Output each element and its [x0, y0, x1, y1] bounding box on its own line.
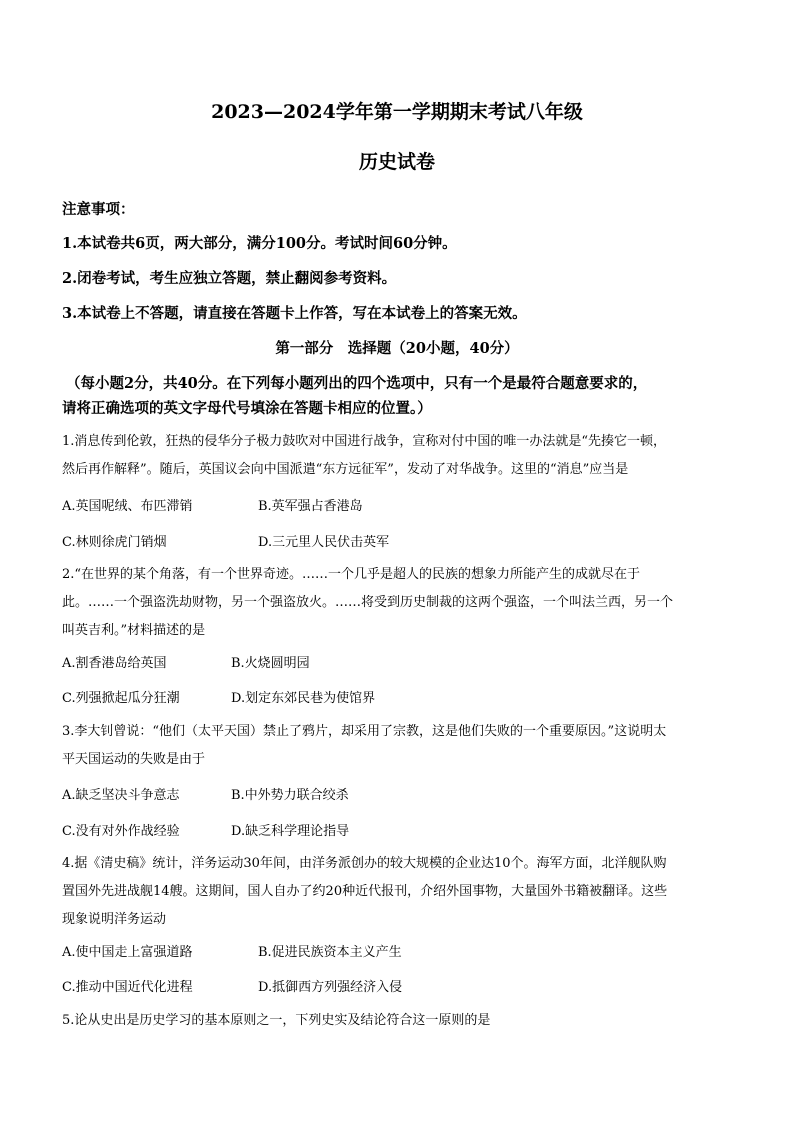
question-line: 3.李大钊曾说：“他们（太平天国）禁止了鸦片，却采用了宗教，这是他们失败的一个重要原因。”这说明太	[62, 724, 667, 739]
option-c[interactable]: C.推动中国近代化进程	[62, 980, 193, 995]
option-c[interactable]: C.列强掀起瓜分狂潮	[62, 691, 180, 706]
question-line: 5.论从史出是历史学习的基本原则之一，下列史实及结论符合这一原则的是	[62, 1013, 491, 1028]
exam-subtitle: 历史试卷	[358, 151, 435, 173]
exam-title: 2023—2024学年第一学期期末考试八年级	[211, 101, 583, 123]
question-line: 现象说明洋务运动	[62, 912, 167, 927]
part1-instruction: （每小题2分，共40分。在下列每小题列出的四个选项中，只有一个是最符合题意要求的，	[66, 375, 648, 392]
question-1	[62, 428, 734, 484]
option-b[interactable]: B.火烧圆明园	[231, 656, 310, 671]
part1-heading: 第一部分 选择题（20小题，40分）	[275, 340, 519, 357]
question-3	[62, 718, 734, 774]
part1-instruction: 请将正确选项的英文字母代号填涂在答题卡相应的位置。）	[62, 400, 432, 417]
option-b[interactable]: B.中外势力联合绞杀	[231, 788, 349, 803]
question-line: 叫英吉利。”材料描述的是	[62, 623, 206, 638]
notice-item: 2.闭卷考试，考生应独立答题，禁止翻阅参考资料。	[62, 270, 397, 287]
question-line: 2.“在世界的某个角落，有一个世界奇迹。……一个几乎是超人的民族的想象力所能产生的成就尽在于	[62, 567, 641, 582]
question-5	[62, 1007, 734, 1035]
option-c[interactable]: C.林则徐虎门销烟	[62, 535, 167, 550]
option-a[interactable]: A.使中国走上富强道路	[62, 945, 193, 960]
option-b[interactable]: B.英军强占香港岛	[258, 499, 363, 514]
question-line: 然后再作解释”。随后，英国议会向中国派遣“东方远征军”，发动了对华战争。这里的“消息”应当是	[62, 462, 629, 477]
option-d[interactable]: D.三元里人民伏击英军	[258, 535, 390, 550]
option-a[interactable]: A.缺乏坚决斗争意志	[62, 788, 180, 803]
option-d[interactable]: D.缺乏科学理论指导	[231, 824, 350, 839]
notice-item: 3.本试卷上不答题，请直接在答题卡上作答，写在本试卷上的答案无效。	[62, 305, 527, 322]
option-d[interactable]: D.抵御西方列强经济入侵	[258, 980, 403, 995]
question-line: 此。……一个强盗洗劫财物，另一个强盗放火。……将受到历史制裁的这两个强盗，一个叫法兰西，另一个	[62, 595, 674, 610]
notice-heading: 注意事项：	[62, 201, 135, 218]
question-4	[62, 850, 734, 934]
option-a[interactable]: A.割香港岛给英国	[62, 656, 167, 671]
option-b[interactable]: B.促进民族资本主义产生	[258, 945, 402, 960]
question-2	[62, 561, 734, 645]
option-a[interactable]: A.英国呢绒、布匹滞销	[62, 499, 193, 514]
option-d[interactable]: D.划定东郊民巷为使馆界	[231, 691, 376, 706]
question-line: 4.据《清史稿》统计，洋务运动30年间，由洋务派创办的较大规模的企业达10个。海军方面，北洋舰队购	[62, 856, 667, 871]
notice-item: 1.本试卷共6页，两大部分，满分100分。考试时间60分钟。	[62, 235, 457, 252]
question-line: 1.消息传到伦敦，狂热的侵华分子极力鼓吹对中国进行战争，宣称对付中国的唯一办法就是“先揍它一顿，	[62, 434, 667, 449]
option-c[interactable]: C.没有对外作战经验	[62, 824, 180, 839]
question-line: 平天国运动的失败是由于	[62, 752, 206, 767]
question-line: 置国外先进战舰14艘。这期间，国人自办了约20种近代报刊，介绍外国事物，大量国外书籍被翻译。这些	[62, 884, 668, 899]
